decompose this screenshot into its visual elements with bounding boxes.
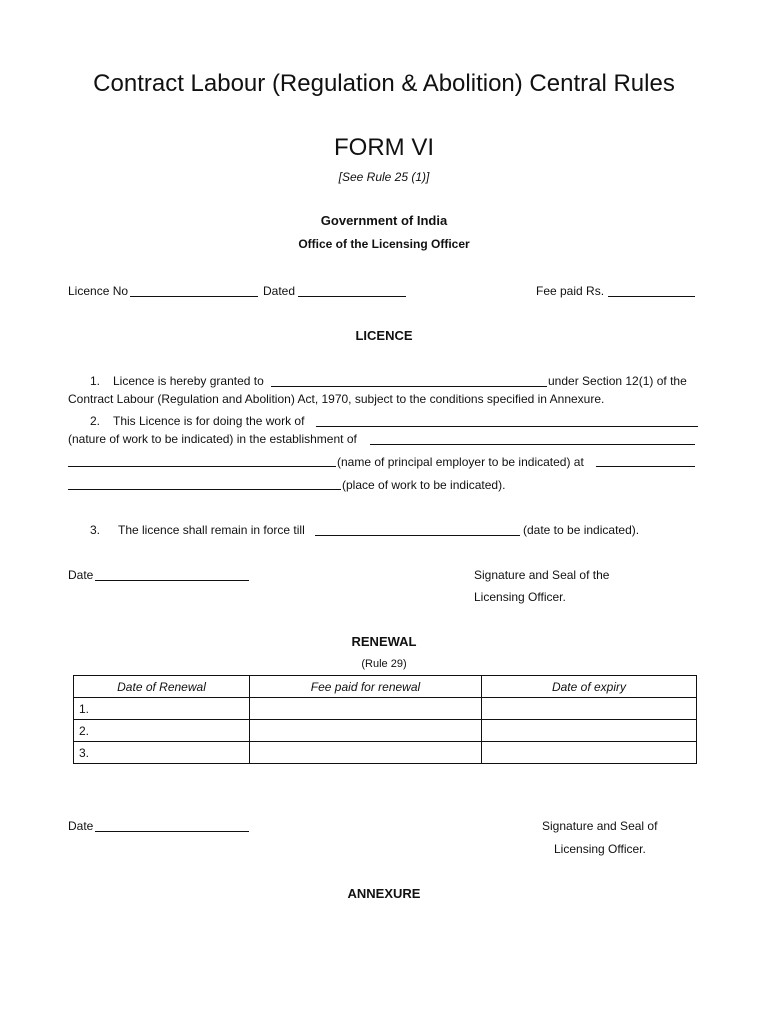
renewal-table bbox=[73, 675, 697, 764]
renewal-table-header bbox=[74, 676, 697, 698]
dated-field[interactable] bbox=[298, 296, 406, 297]
item-2-number: 2. bbox=[90, 414, 101, 428]
licence-no-field[interactable] bbox=[130, 296, 258, 297]
item-1-text-b: under Section 12(1) of the bbox=[548, 374, 687, 388]
place-of-work-field[interactable] bbox=[68, 489, 341, 490]
office-heading: Office of the Licensing Officer bbox=[298, 237, 470, 251]
form-number: FORM VI bbox=[334, 134, 434, 161]
item-3-text-a: The licence shall remain in force till bbox=[118, 523, 305, 537]
fee-cell[interactable] bbox=[250, 720, 482, 742]
licence-date-label: Date bbox=[68, 568, 94, 582]
expiry-cell[interactable] bbox=[482, 720, 697, 742]
licence-date-field[interactable] bbox=[95, 580, 249, 581]
table-row bbox=[74, 720, 697, 742]
government-heading: Government of India bbox=[320, 213, 448, 228]
expiry-cell[interactable] bbox=[482, 698, 697, 720]
expiry-cell[interactable] bbox=[482, 742, 697, 764]
item-3-text-b: (date to be indicated). bbox=[523, 523, 640, 537]
row-number-cell[interactable]: 3. bbox=[74, 742, 250, 764]
renewal-date-field[interactable] bbox=[95, 831, 249, 832]
fee-paid-label: Fee paid Rs. bbox=[536, 284, 605, 298]
table-row bbox=[74, 742, 697, 764]
valid-till-field[interactable] bbox=[315, 535, 520, 536]
fee-cell[interactable] bbox=[250, 698, 482, 720]
column-date-of-renewal: Date of Renewal bbox=[74, 676, 250, 698]
grantee-field[interactable] bbox=[271, 386, 547, 387]
dated-label: Dated bbox=[263, 284, 296, 298]
renewal-signature-line-1: Signature and Seal of bbox=[542, 819, 658, 833]
item-1-text-a: Licence is hereby granted to bbox=[113, 374, 264, 388]
fee-paid-field[interactable] bbox=[608, 296, 695, 297]
licence-no-label: Licence No bbox=[68, 284, 129, 298]
table-row bbox=[74, 698, 697, 720]
column-date-of-expiry: Date of expiry bbox=[482, 676, 697, 698]
item-2-text-b: (nature of work to be indicated) in the establishment of bbox=[68, 432, 357, 446]
principal-employer-field[interactable] bbox=[68, 466, 336, 467]
annexure-heading: ANNEXURE bbox=[347, 886, 421, 901]
item-3-number: 3. bbox=[90, 523, 101, 537]
item-2-text-d: (place of work to be indicated). bbox=[342, 478, 506, 492]
work-field[interactable] bbox=[316, 426, 698, 427]
fee-cell[interactable] bbox=[250, 742, 482, 764]
licence-signature-line-1: Signature and Seal of the bbox=[474, 568, 610, 582]
location-field[interactable] bbox=[596, 466, 695, 467]
row-number-cell[interactable]: 1. bbox=[74, 698, 250, 720]
renewal-rule-note: (Rule 29) bbox=[361, 658, 407, 670]
row-number-cell[interactable]: 2. bbox=[74, 720, 250, 742]
item-1-number: 1. bbox=[90, 374, 101, 388]
document-title: Contract Labour (Regulation & Abolition) Central Rules bbox=[93, 70, 675, 97]
establishment-field[interactable] bbox=[370, 444, 695, 445]
item-2-text-a: This Licence is for doing the work of bbox=[113, 414, 305, 428]
item-1-text-c: Contract Labour (Regulation and Abolition) Act, 1970, subject to the conditions specified in Annexure. bbox=[68, 392, 605, 406]
licence-heading: LICENCE bbox=[355, 328, 413, 343]
renewal-date-label: Date bbox=[68, 819, 94, 833]
renewal-heading: RENEWAL bbox=[351, 634, 417, 649]
column-fee-paid: Fee paid for renewal bbox=[250, 676, 482, 698]
see-rule-note: [See Rule 25 (1)] bbox=[338, 170, 430, 184]
renewal-signature-line-2: Licensing Officer. bbox=[554, 842, 646, 856]
licence-signature-line-2: Licensing Officer. bbox=[474, 590, 566, 604]
item-2-text-c: (name of principal employer to be indicated) at bbox=[337, 455, 584, 469]
